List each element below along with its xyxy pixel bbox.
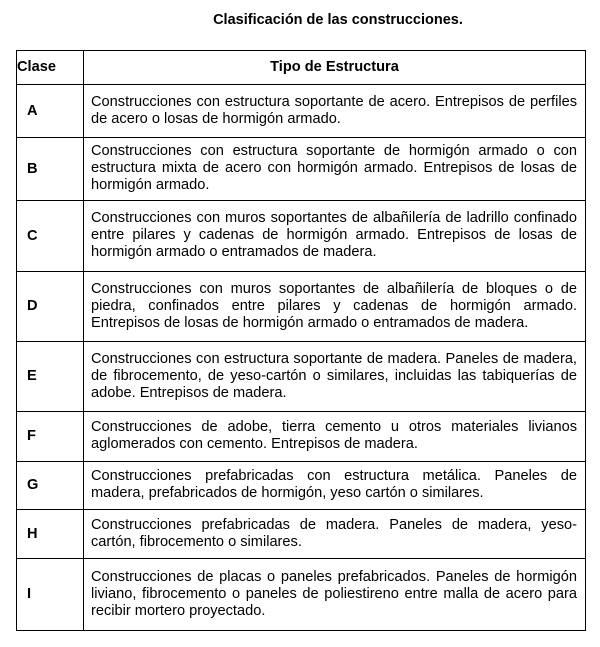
table-row — [17, 412, 586, 462]
structure-type-cell: Construcciones con muros soportantes de albañilería de bloques o de piedra, confinados entre pilares y cadenas de hormigón armado. Entrepisos de losas de hormigón armado o entramados de madera. — [84, 272, 586, 342]
column-header-class: Clase — [17, 51, 84, 85]
table-row — [17, 559, 586, 631]
table-row — [17, 201, 586, 272]
class-cell: I — [17, 559, 84, 631]
structure-type-cell: Construcciones con estructura soportante de acero. Entrepisos de perfiles de acero o losas de hormigón armado. — [84, 85, 586, 138]
class-cell: D — [17, 272, 84, 342]
column-header-structure-type: Tipo de Estructura — [84, 51, 586, 85]
class-cell: C — [17, 201, 84, 272]
class-cell: A — [17, 85, 84, 138]
structure-type-cell: Construcciones con estructura soportante de hormigón armado o con estructura mixta de acero con hormigón armado. Entrepisos de losas de hormigón armado. — [84, 138, 586, 201]
table-row — [17, 462, 586, 510]
table-row — [17, 510, 586, 559]
class-cell: B — [17, 138, 84, 201]
construction-classification-table — [16, 50, 586, 631]
structure-type-cell: Construcciones prefabricadas de madera. Paneles de madera, yeso-cartón, fibrocemento o similares. — [84, 510, 586, 559]
table-row — [17, 342, 586, 412]
table-row — [17, 272, 586, 342]
table-row — [17, 138, 586, 201]
class-cell: G — [17, 462, 84, 510]
class-cell: F — [17, 412, 84, 462]
class-cell: E — [17, 342, 84, 412]
structure-type-cell: Construcciones de placas o paneles prefabricados. Paneles de hormigón liviano, fibrocemento o paneles de poliestireno entre malla de acero para recibir mortero proyectado. — [84, 559, 586, 631]
structure-type-cell: Construcciones prefabricadas con estructura metálica. Paneles de madera, prefabricados de hormigón, yeso cartón o similares. — [84, 462, 586, 510]
structure-type-cell: Construcciones con muros soportantes de albañilería de ladrillo confinado entre pilares y cadenas de hormigón armado. Entrepisos de losas de hormigón armado o entramados de madera. — [84, 201, 586, 272]
class-cell: H — [17, 510, 84, 559]
structure-type-cell: Construcciones con estructura soportante de madera. Paneles de madera, de fibrocemento, de yeso-cartón o similares, incluidas las tabiquerías de adobe. Entrepisos de madera. — [84, 342, 586, 412]
document-title: Clasificación de las construcciones. — [213, 12, 463, 28]
table-row — [17, 85, 586, 138]
structure-type-cell: Construcciones de adobe, tierra cemento u otros materiales livianos aglomerados con cemento. Entrepisos de madera. — [84, 412, 586, 462]
table-header-row — [17, 51, 586, 85]
